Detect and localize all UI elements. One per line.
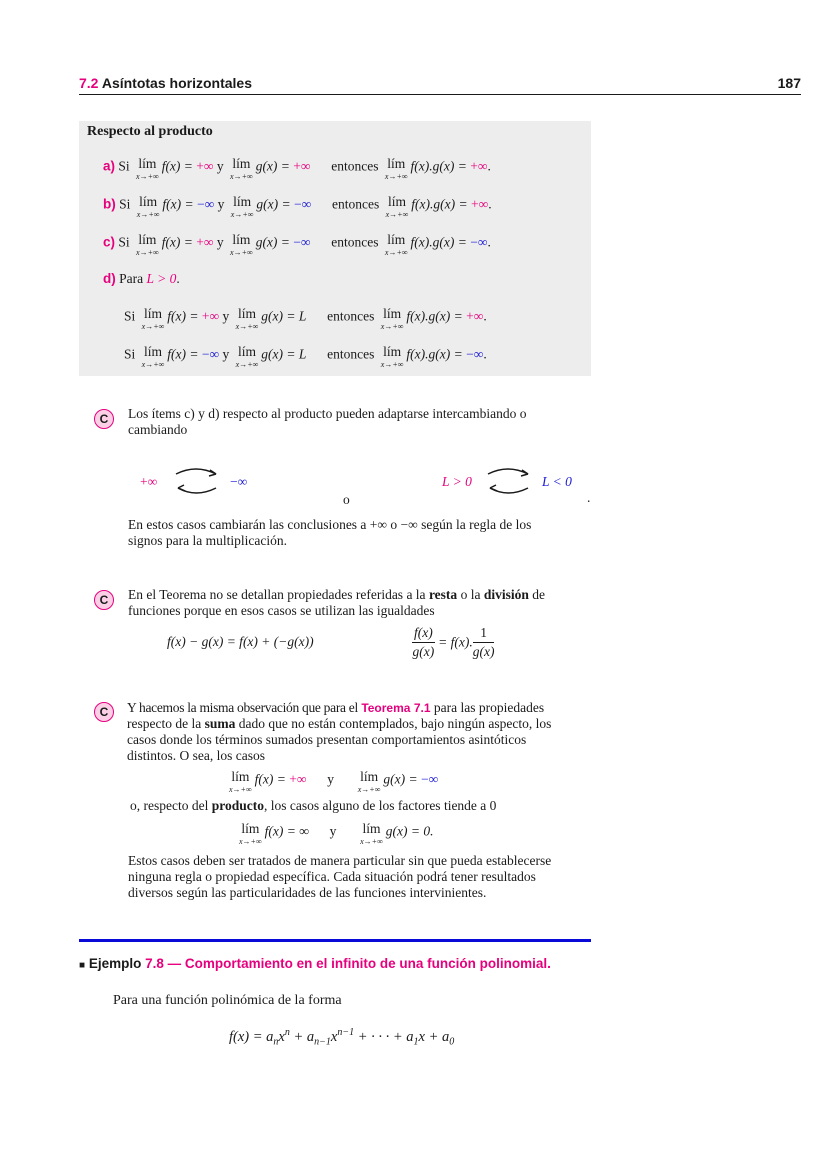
trailing-period: . xyxy=(587,490,591,505)
f-expr: f(x) = xyxy=(167,308,199,324)
lim-word: lím xyxy=(138,232,157,247)
lim-g xyxy=(230,157,253,181)
lim-sub: x→+∞ xyxy=(360,836,383,846)
lim-fg xyxy=(385,157,408,181)
item-d-label: d) xyxy=(103,271,116,286)
lim-word: lím xyxy=(237,306,256,321)
f-expr: f(x) = xyxy=(162,196,194,212)
lim-sub: x→+∞ xyxy=(230,171,253,181)
y-text: y xyxy=(222,346,230,362)
teorema-link[interactable]: Teorema xyxy=(361,701,411,715)
item-c-label: c) xyxy=(103,234,116,250)
y-text: y xyxy=(216,158,224,174)
item-b-label: b) xyxy=(103,196,116,212)
product-box xyxy=(79,121,591,376)
formula-sub: n xyxy=(273,1036,279,1048)
fg-expr: f(x).g(x) = xyxy=(406,346,463,362)
si-text: Si xyxy=(118,158,130,174)
lim-sub: x→+∞ xyxy=(136,171,159,181)
formula-part: x + a xyxy=(418,1028,450,1045)
swap-diagram-right xyxy=(442,466,582,498)
product-box-title: Respecto al producto xyxy=(87,124,213,139)
lim-sub: x→+∞ xyxy=(230,209,254,219)
section-title: Asíntotas horizontales xyxy=(101,75,252,91)
example-text: Para una función polinómica de la forma xyxy=(113,993,342,1008)
f-value: +∞ xyxy=(196,234,214,250)
lim-sub: x→+∞ xyxy=(380,359,404,369)
result-value: +∞ xyxy=(470,196,489,212)
formula-sup: n xyxy=(284,1027,290,1038)
result-value: +∞ xyxy=(466,308,484,324)
lim-word: lím xyxy=(232,156,251,171)
g-expr: g(x) = L xyxy=(261,308,307,324)
lim-g xyxy=(236,307,259,331)
lim-f xyxy=(142,345,165,369)
formula-part: + a xyxy=(289,1028,315,1045)
note-badge-icon: C xyxy=(94,590,114,610)
f-value: +∞ xyxy=(289,771,307,787)
lim-word: lím xyxy=(231,769,250,784)
note-badge-icon: C xyxy=(94,702,114,722)
note1-text: Los ítems c) y d) respecto al producto pueden adaptarse intercambiando o cambiando xyxy=(128,406,527,437)
frac-num: f(x) xyxy=(412,625,435,643)
lim-sub: x→+∞ xyxy=(141,359,165,369)
lim-sub: x→+∞ xyxy=(357,784,381,794)
lim-word: lím xyxy=(387,194,406,209)
example-title: 7.8 — Comportamiento en el infinito de una función polinomial. xyxy=(145,956,551,971)
formula-part: f(x) = a xyxy=(229,1028,274,1045)
example-rule xyxy=(79,939,591,942)
eq-difference: f(x) − g(x) = f(x) + (−g(x)) xyxy=(167,634,314,649)
section-number: 7.2 xyxy=(79,75,99,91)
entonces-text: entonces xyxy=(332,196,380,212)
lim-sub: x→+∞ xyxy=(136,209,160,219)
f-expr: f(x) = xyxy=(167,346,199,362)
lim-word: lím xyxy=(233,194,252,209)
g-value: −∞ xyxy=(293,234,311,250)
period: . xyxy=(483,346,487,362)
or-text: o xyxy=(343,492,350,507)
lim-f xyxy=(137,195,160,219)
g-value: −∞ xyxy=(294,196,312,212)
note2-text-a: En el Teorema no se detallan propiedades referidas a la xyxy=(128,587,426,602)
eq-mid: = f(x). xyxy=(438,634,473,650)
item-c xyxy=(103,233,491,257)
period: . xyxy=(488,196,492,212)
lim-word: lím xyxy=(143,344,162,359)
lim-fg xyxy=(381,345,404,369)
formula-part: x xyxy=(330,1028,338,1045)
note3-text xyxy=(127,700,562,764)
y-text: y xyxy=(327,771,334,787)
lim-f xyxy=(136,157,159,181)
lim-sub: x→+∞ xyxy=(384,171,408,181)
item-a-label: a) xyxy=(103,158,116,174)
y-text: y xyxy=(329,823,337,839)
g-expr: g(x) = xyxy=(256,196,291,212)
eq-quotient xyxy=(412,625,494,660)
lim-sub: x→+∞ xyxy=(136,247,159,257)
eq-sum-limits xyxy=(226,770,438,794)
g-expr: g(x) = xyxy=(255,234,290,250)
swap-right-l-pos: L > 0 xyxy=(442,474,472,489)
si-text: Si xyxy=(124,346,136,362)
result-value: +∞ xyxy=(470,158,488,174)
g-value: −∞ xyxy=(421,771,439,787)
lim-word: lím xyxy=(139,194,158,209)
y-text: y xyxy=(216,234,224,250)
lim-word: lím xyxy=(241,821,260,836)
note3-closing: Estos casos deben ser tratados de manera particular sin que pueda establecerse ninguna regla o propiedad específica. Cada situación podrá tener resultados diversos según las particularidades de las funciones intervinientes. xyxy=(128,853,552,900)
lim-g xyxy=(230,233,253,257)
lim-g xyxy=(236,345,259,369)
lim-fg xyxy=(385,233,408,257)
f-expr: f(x) = xyxy=(161,234,193,250)
item-a xyxy=(103,157,491,181)
note3-producto-line xyxy=(130,798,570,814)
lim-word: lím xyxy=(138,156,157,171)
frac-den: g(x) xyxy=(472,644,495,659)
entonces-text: entonces xyxy=(331,158,379,174)
fg-expr: f(x).g(x) = xyxy=(410,234,467,250)
f-expr: f(x) = ∞ xyxy=(264,823,309,839)
formula-part: x xyxy=(278,1028,285,1045)
f-value: −∞ xyxy=(197,196,215,212)
formula-sub: 1 xyxy=(413,1036,419,1048)
example-heading xyxy=(79,956,551,971)
y-text: y xyxy=(217,196,225,212)
item-b xyxy=(103,195,492,219)
note3-text-b: para las propiedades respecto de la xyxy=(127,700,545,731)
g-value: +∞ xyxy=(293,158,311,174)
teorema-number: 7.1 xyxy=(413,701,431,715)
entonces-text: entonces xyxy=(327,346,375,362)
formula-sub: n−1 xyxy=(314,1036,331,1048)
f-value: −∞ xyxy=(201,346,220,362)
period: . xyxy=(176,271,180,286)
f-expr: f(x) = xyxy=(161,158,193,174)
fg-expr: f(x).g(x) = xyxy=(411,196,468,212)
y-text: y xyxy=(222,308,230,324)
note1-conclusion: En estos casos cambiarán las conclusiones a +∞ o −∞ según la regla de los signos para la multiplicación. xyxy=(128,517,532,548)
entonces-text: entonces xyxy=(331,234,379,250)
lim-sub: x→+∞ xyxy=(235,359,259,369)
result-value: −∞ xyxy=(470,234,488,250)
period: . xyxy=(483,308,487,324)
note3-text-c: dado que no están contemplados, bajo ningún aspecto, los casos donde los términos sumados presentan comportamientos asintóticos distintos. O sea, los casos xyxy=(127,716,552,763)
lim-word: lím xyxy=(143,306,162,321)
lim-sub: x→+∞ xyxy=(229,784,252,794)
page-number: 187 xyxy=(777,75,801,91)
lim-sub: x→+∞ xyxy=(141,321,165,331)
g-expr: g(x) = 0. xyxy=(385,823,434,839)
lim-sub: x→+∞ xyxy=(384,247,408,257)
d-condition: L > 0 xyxy=(146,271,177,286)
lim-word: lím xyxy=(237,344,256,359)
formula-part: + · · · + a xyxy=(354,1028,414,1045)
example-label: Ejemplo xyxy=(88,956,142,971)
lim-sub: x→+∞ xyxy=(380,321,404,331)
formula-sub: 0 xyxy=(449,1036,455,1048)
lim-sub: x→+∞ xyxy=(239,836,262,846)
lim-word: lím xyxy=(387,232,406,247)
result-value: −∞ xyxy=(466,346,484,362)
bold-division: división xyxy=(483,587,529,602)
swap-left-plus-inf: +∞ xyxy=(140,474,158,489)
note2-text xyxy=(128,587,568,619)
lim-sub: x→+∞ xyxy=(230,247,253,257)
lim-word: lím xyxy=(232,232,251,247)
fg-expr: f(x).g(x) = xyxy=(410,158,467,174)
note3-text-d2: , los casos alguno de los factores tiende a 0 xyxy=(263,798,497,813)
f-value: +∞ xyxy=(201,308,220,324)
g-expr: g(x) = L xyxy=(261,346,307,362)
eq-product-limits xyxy=(236,822,434,846)
bullet-icon: ■ xyxy=(79,960,86,971)
swap-arrows-icon xyxy=(174,466,222,498)
item-d xyxy=(103,271,180,287)
header-rule xyxy=(79,94,801,95)
f-expr: f(x) = xyxy=(254,771,286,787)
swap-right-l-neg: L < 0 xyxy=(542,474,572,489)
si-text: Si xyxy=(119,196,131,212)
bold-resta: resta xyxy=(428,587,458,602)
swap-diagram-left xyxy=(140,466,270,498)
item-d1 xyxy=(124,307,487,331)
swap-left-minus-inf: −∞ xyxy=(230,474,248,489)
g-expr: g(x) = xyxy=(383,771,418,787)
g-expr: g(x) = xyxy=(255,158,290,174)
f-value: +∞ xyxy=(196,158,214,174)
note-badge-icon: C xyxy=(94,409,114,429)
lim-f xyxy=(142,307,165,331)
para-text: Para xyxy=(119,271,144,286)
lim-word: lím xyxy=(362,821,381,836)
lim-g xyxy=(231,195,254,219)
item-d2 xyxy=(124,345,487,369)
running-header xyxy=(79,75,801,91)
lim-word: lím xyxy=(360,769,379,784)
period: . xyxy=(487,158,491,174)
note2-text-b: o la xyxy=(460,587,481,602)
bold-suma: suma xyxy=(204,716,236,731)
note3-text-d1: o, respecto del xyxy=(130,798,209,813)
lim-word: lím xyxy=(383,306,402,321)
lim-f xyxy=(136,233,159,257)
frac-den: g(x) xyxy=(412,644,435,659)
frac-num: 1 xyxy=(473,625,495,643)
lim-word: lím xyxy=(383,344,402,359)
bold-producto: producto xyxy=(211,798,264,813)
polynomial-formula xyxy=(229,1027,454,1048)
lim-word: lím xyxy=(387,156,406,171)
si-text: Si xyxy=(118,234,130,250)
period: . xyxy=(487,234,491,250)
lim-fg xyxy=(386,195,409,219)
fg-expr: f(x).g(x) = xyxy=(406,308,463,324)
lim-sub: x→+∞ xyxy=(235,321,259,331)
note2-text-c: de funciones porque en esos casos se utilizan las igualdades xyxy=(128,587,545,618)
formula-sup: n−1 xyxy=(337,1027,355,1038)
entonces-text: entonces xyxy=(327,308,375,324)
note3-text-a: Y hacemos la misma observación que para el xyxy=(127,700,358,715)
lim-sub: x→+∞ xyxy=(385,209,409,219)
si-text: Si xyxy=(124,308,136,324)
lim-fg xyxy=(381,307,404,331)
swap-arrows-icon xyxy=(486,466,534,498)
